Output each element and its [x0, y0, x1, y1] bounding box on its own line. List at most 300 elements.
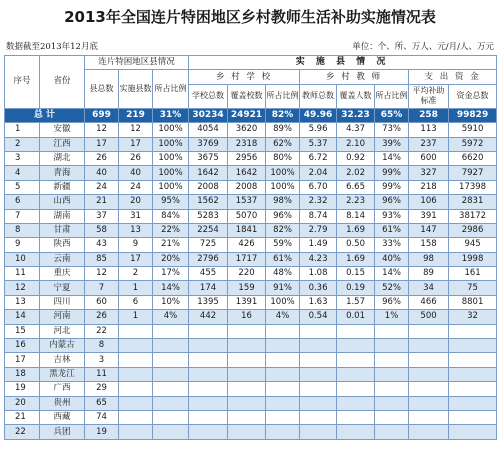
- data-cell: 60: [85, 295, 119, 309]
- province-cell: 黑龙江: [40, 367, 85, 381]
- data-cell: 2254: [189, 223, 228, 237]
- data-cell: [300, 410, 337, 424]
- header-avg-subsidy: 平均补助标准: [409, 84, 449, 108]
- header-funds: 支 出 资 金: [409, 70, 497, 84]
- data-cell: 80%: [266, 151, 300, 165]
- province-cell: 安徽: [40, 123, 85, 137]
- table-row: [5, 396, 497, 410]
- total-label: 总 计: [5, 108, 85, 122]
- data-cell: 32: [449, 310, 497, 324]
- data-cell: 17%: [153, 267, 189, 281]
- data-cell: 89: [409, 267, 449, 281]
- data-cell: 100%: [266, 166, 300, 180]
- data-cell: 1.49: [300, 238, 337, 252]
- data-cell: 100%: [153, 166, 189, 180]
- data-cell: 2.10: [337, 137, 375, 151]
- data-cell: 39%: [375, 137, 409, 151]
- header-teacher-covered: 覆盖人数: [337, 84, 375, 108]
- data-cell: 1.08: [300, 267, 337, 281]
- data-cell: 12: [119, 123, 153, 137]
- data-cell: 96%: [375, 295, 409, 309]
- table-row: [5, 238, 497, 252]
- data-cell: 2008: [189, 180, 228, 194]
- data-cell: 1%: [375, 310, 409, 324]
- province-cell: 河南: [40, 310, 85, 324]
- total-cell: 258: [409, 108, 449, 122]
- data-cell: [228, 324, 266, 338]
- header-fund-total: 资金总数: [449, 84, 497, 108]
- data-cell: [449, 382, 497, 396]
- data-cell: 100%: [266, 295, 300, 309]
- row-number: 9: [5, 238, 40, 252]
- data-cell: 5910: [449, 123, 497, 137]
- table-row: [5, 252, 497, 266]
- unit-note: 单位：个、所、万人、元/月/人、万元: [352, 42, 494, 52]
- data-cell: 2.32: [300, 195, 337, 209]
- province-cell: 云南: [40, 252, 85, 266]
- province-cell: 湖北: [40, 151, 85, 165]
- total-cell: 30234: [189, 108, 228, 122]
- data-cell: 218: [409, 180, 449, 194]
- data-cell: [375, 425, 409, 439]
- row-number: 18: [5, 367, 40, 381]
- total-row: [5, 108, 497, 122]
- data-cell: [153, 382, 189, 396]
- data-cell: [153, 396, 189, 410]
- data-cell: 4%: [153, 310, 189, 324]
- data-cell: [300, 367, 337, 381]
- data-cell: 98: [409, 252, 449, 266]
- row-number: 5: [5, 180, 40, 194]
- data-cell: [449, 396, 497, 410]
- table-row: [5, 425, 497, 439]
- data-cell: 37: [85, 209, 119, 223]
- row-number: 16: [5, 339, 40, 353]
- header-rural-teachers: 乡 村 教 师: [300, 70, 409, 84]
- data-cell: 61%: [266, 252, 300, 266]
- data-cell: 96%: [375, 195, 409, 209]
- total-cell: 99829: [449, 108, 497, 122]
- data-cell: [228, 353, 266, 367]
- subsidy-table: [4, 55, 497, 440]
- table-row: [5, 353, 497, 367]
- data-cell: 466: [409, 295, 449, 309]
- total-cell: 65%: [375, 108, 409, 122]
- total-cell: 699: [85, 108, 119, 122]
- data-cell: [153, 353, 189, 367]
- data-cell: 0.36: [300, 281, 337, 295]
- header-impl-counties: 实施县数: [119, 70, 153, 108]
- data-cell: 1642: [189, 166, 228, 180]
- data-cell: 10%: [153, 295, 189, 309]
- data-cell: 442: [189, 310, 228, 324]
- data-cell: 5972: [449, 137, 497, 151]
- data-cell: 1.63: [300, 295, 337, 309]
- data-cell: 2986: [449, 223, 497, 237]
- table-row: [5, 195, 497, 209]
- data-cell: 5070: [228, 209, 266, 223]
- total-cell: 219: [119, 108, 153, 122]
- row-number: 7: [5, 209, 40, 223]
- data-cell: 725: [189, 238, 228, 252]
- header-teacher-ratio: 所占比例: [375, 84, 409, 108]
- data-cell: 31: [119, 209, 153, 223]
- header-province: 省份: [40, 56, 85, 109]
- data-cell: 58: [85, 223, 119, 237]
- province-cell: 四川: [40, 295, 85, 309]
- header-rural-schools: 乡 村 学 校: [189, 70, 300, 84]
- data-cell: 95%: [153, 195, 189, 209]
- data-cell: 40: [119, 166, 153, 180]
- table-row: [5, 410, 497, 424]
- data-cell: 158: [409, 238, 449, 252]
- data-cell: 4.37: [337, 123, 375, 137]
- data-cell: 24: [85, 180, 119, 194]
- data-cell: [228, 339, 266, 353]
- data-cell: 3620: [228, 123, 266, 137]
- data-cell: 3: [85, 353, 119, 367]
- header-total-counties: 县总数: [85, 70, 119, 108]
- data-cell: 5283: [189, 209, 228, 223]
- province-cell: 山西: [40, 195, 85, 209]
- data-cell: 1642: [228, 166, 266, 180]
- data-cell: [375, 339, 409, 353]
- data-cell: [337, 324, 375, 338]
- data-cell: 1: [119, 310, 153, 324]
- data-cell: 38172: [449, 209, 497, 223]
- province-cell: 青海: [40, 166, 85, 180]
- data-cell: [409, 396, 449, 410]
- data-cell: 2831: [449, 195, 497, 209]
- province-cell: 兵团: [40, 425, 85, 439]
- data-cell: 33%: [375, 238, 409, 252]
- table-row: [5, 123, 497, 137]
- data-cell: 161: [449, 267, 497, 281]
- table-row: [5, 367, 497, 381]
- data-cell: [266, 367, 300, 381]
- data-cell: [409, 410, 449, 424]
- data-cell: 327: [409, 166, 449, 180]
- data-cell: 1841: [228, 223, 266, 237]
- data-cell: 100%: [153, 123, 189, 137]
- data-cell: [189, 396, 228, 410]
- data-cell: 2.04: [300, 166, 337, 180]
- table-row: [5, 223, 497, 237]
- table-row: [5, 209, 497, 223]
- data-cell: 91%: [266, 281, 300, 295]
- data-cell: 17: [119, 137, 153, 151]
- data-cell: 59%: [266, 238, 300, 252]
- data-cell: 89%: [266, 123, 300, 137]
- row-number: 13: [5, 295, 40, 309]
- row-number: 4: [5, 166, 40, 180]
- data-cell: [375, 410, 409, 424]
- data-cell: [119, 339, 153, 353]
- page-title: 2013年全国连片特困地区乡村教师生活补助实施情况表: [64, 8, 436, 26]
- data-cell: 26: [85, 151, 119, 165]
- table-body: [5, 108, 497, 439]
- data-cell: [409, 425, 449, 439]
- data-cell: 75: [449, 281, 497, 295]
- data-cell: 12: [85, 267, 119, 281]
- data-cell: 13: [119, 223, 153, 237]
- row-number: 12: [5, 281, 40, 295]
- data-cell: 237: [409, 137, 449, 151]
- province-cell: 吉林: [40, 353, 85, 367]
- data-cell: 14%: [375, 267, 409, 281]
- data-cell: 1.57: [337, 295, 375, 309]
- data-cell: 6620: [449, 151, 497, 165]
- data-cell: [119, 410, 153, 424]
- header-school-total: 学校总数: [189, 84, 228, 108]
- data-cell: 100%: [153, 137, 189, 151]
- data-cell: 24: [119, 180, 153, 194]
- data-cell: [189, 382, 228, 396]
- data-cell: [266, 382, 300, 396]
- data-cell: [228, 425, 266, 439]
- province-cell: 河北: [40, 324, 85, 338]
- province-cell: 湖南: [40, 209, 85, 223]
- data-cell: 17: [85, 137, 119, 151]
- data-cell: 147: [409, 223, 449, 237]
- data-cell: 1391: [228, 295, 266, 309]
- data-cell: 16: [228, 310, 266, 324]
- data-cell: 26: [85, 310, 119, 324]
- data-cell: 0.01: [337, 310, 375, 324]
- data-cell: 106: [409, 195, 449, 209]
- data-cell: 11: [85, 367, 119, 381]
- table-row: [5, 281, 497, 295]
- province-cell: 陕西: [40, 238, 85, 252]
- data-cell: [409, 367, 449, 381]
- data-cell: 22%: [153, 223, 189, 237]
- row-number: 21: [5, 410, 40, 424]
- data-cell: 61%: [375, 223, 409, 237]
- data-cell: [228, 367, 266, 381]
- table-row: [5, 267, 497, 281]
- data-cell: 3675: [189, 151, 228, 165]
- data-cell: 19: [85, 425, 119, 439]
- data-cell: 600: [409, 151, 449, 165]
- data-cell: 100%: [153, 151, 189, 165]
- data-cell: 113: [409, 123, 449, 137]
- data-cell: [266, 425, 300, 439]
- data-cell: [266, 410, 300, 424]
- table-row: [5, 339, 497, 353]
- data-cell: 96%: [266, 209, 300, 223]
- row-number: 22: [5, 425, 40, 439]
- data-cell: [266, 396, 300, 410]
- data-cell: 2.79: [300, 223, 337, 237]
- data-cell: 8.74: [300, 209, 337, 223]
- data-cell: 99%: [375, 166, 409, 180]
- data-cell: 62%: [266, 137, 300, 151]
- total-cell: 82%: [266, 108, 300, 122]
- data-cell: 4054: [189, 123, 228, 137]
- data-cell: 7: [85, 281, 119, 295]
- header-school-ratio: 所占比例: [266, 84, 300, 108]
- row-number: 1: [5, 123, 40, 137]
- row-number: 14: [5, 310, 40, 324]
- data-cell: 945: [449, 238, 497, 252]
- table-row: [5, 166, 497, 180]
- data-cell: [409, 353, 449, 367]
- data-cell: 100%: [266, 180, 300, 194]
- data-cell: 1717: [228, 252, 266, 266]
- data-cell: [337, 367, 375, 381]
- row-number: 3: [5, 151, 40, 165]
- data-cell: [337, 396, 375, 410]
- data-cell: [119, 324, 153, 338]
- data-cell: [189, 339, 228, 353]
- province-cell: 江西: [40, 137, 85, 151]
- data-cell: 500: [409, 310, 449, 324]
- data-cell: [337, 382, 375, 396]
- data-cell: 2318: [228, 137, 266, 151]
- data-cell: 14%: [375, 151, 409, 165]
- data-cell: 2: [119, 267, 153, 281]
- row-number: 17: [5, 353, 40, 367]
- data-cell: 2.02: [337, 166, 375, 180]
- data-cell: [375, 382, 409, 396]
- data-cell: 99%: [375, 180, 409, 194]
- data-cell: 2956: [228, 151, 266, 165]
- data-cell: 1.69: [337, 252, 375, 266]
- data-cell: [375, 396, 409, 410]
- data-cell: 1.69: [337, 223, 375, 237]
- data-cell: 12: [85, 123, 119, 137]
- data-cell: 1537: [228, 195, 266, 209]
- data-cell: [337, 353, 375, 367]
- row-number: 20: [5, 396, 40, 410]
- data-cell: 100%: [153, 180, 189, 194]
- data-cell: 29: [85, 382, 119, 396]
- data-cell: 174: [189, 281, 228, 295]
- data-cell: [266, 353, 300, 367]
- province-cell: 内蒙古: [40, 339, 85, 353]
- data-cell: [449, 367, 497, 381]
- data-cell: [300, 396, 337, 410]
- data-cell: 8.14: [337, 209, 375, 223]
- data-cell: 34: [409, 281, 449, 295]
- province-cell: 贵州: [40, 396, 85, 410]
- data-cell: [189, 353, 228, 367]
- data-cell: 17: [119, 252, 153, 266]
- data-cell: [189, 425, 228, 439]
- data-cell: 4%: [266, 310, 300, 324]
- data-cell: 0.15: [337, 267, 375, 281]
- data-cell: 5.37: [300, 137, 337, 151]
- total-cell: 49.96: [300, 108, 337, 122]
- data-cell: [449, 410, 497, 424]
- province-cell: 广西: [40, 382, 85, 396]
- data-cell: [228, 396, 266, 410]
- data-cell: 426: [228, 238, 266, 252]
- data-cell: 21: [85, 195, 119, 209]
- data-cell: [119, 396, 153, 410]
- data-cell: 21%: [153, 238, 189, 252]
- data-cell: [153, 367, 189, 381]
- data-cell: [337, 425, 375, 439]
- row-number: 6: [5, 195, 40, 209]
- data-cell: [119, 353, 153, 367]
- data-cell: [409, 339, 449, 353]
- data-cell: 84%: [153, 209, 189, 223]
- data-cell: 0.54: [300, 310, 337, 324]
- data-cell: [228, 382, 266, 396]
- total-cell: 31%: [153, 108, 189, 122]
- table-row: [5, 310, 497, 324]
- table-row: [5, 324, 497, 338]
- table-row: [5, 180, 497, 194]
- data-cell: 74: [85, 410, 119, 424]
- data-cell: 26: [119, 151, 153, 165]
- data-cell: 8: [85, 339, 119, 353]
- data-cell: 455: [189, 267, 228, 281]
- data-cell: 0.50: [337, 238, 375, 252]
- data-cell: 85: [85, 252, 119, 266]
- row-number: 10: [5, 252, 40, 266]
- data-cell: 2.23: [337, 195, 375, 209]
- data-cell: 4.23: [300, 252, 337, 266]
- province-cell: 甘肃: [40, 223, 85, 237]
- data-cell: [119, 382, 153, 396]
- row-number: 2: [5, 137, 40, 151]
- data-cell: [189, 367, 228, 381]
- header-teacher-total: 教师总数: [300, 84, 337, 108]
- data-cell: 1998: [449, 252, 497, 266]
- data-cell: 8801: [449, 295, 497, 309]
- data-cell: [153, 324, 189, 338]
- data-cell: 98%: [266, 195, 300, 209]
- data-cell: [119, 425, 153, 439]
- data-cell: [375, 367, 409, 381]
- data-cell: [300, 353, 337, 367]
- data-cell: 0.92: [337, 151, 375, 165]
- data-cell: [449, 353, 497, 367]
- data-cell: [300, 324, 337, 338]
- data-cell: 73%: [375, 123, 409, 137]
- header-impl-group: 实 施 县 情 况: [189, 56, 497, 70]
- data-cell: 6.70: [300, 180, 337, 194]
- data-cell: 391: [409, 209, 449, 223]
- data-cell: 43: [85, 238, 119, 252]
- province-cell: 宁夏: [40, 281, 85, 295]
- data-cell: 40%: [375, 252, 409, 266]
- row-number: 8: [5, 223, 40, 237]
- data-cell: [300, 339, 337, 353]
- data-cell: [266, 324, 300, 338]
- data-cell: 20: [119, 195, 153, 209]
- data-cell: 1562: [189, 195, 228, 209]
- data-cell: 20%: [153, 252, 189, 266]
- data-cell: [153, 425, 189, 439]
- header-ratio: 所占比例: [153, 70, 189, 108]
- data-cell: [449, 425, 497, 439]
- province-cell: 西藏: [40, 410, 85, 424]
- data-cell: 48%: [266, 267, 300, 281]
- data-cell: [153, 339, 189, 353]
- data-cell: [153, 410, 189, 424]
- data-cell: 2796: [189, 252, 228, 266]
- data-cell: 7927: [449, 166, 497, 180]
- row-number: 15: [5, 324, 40, 338]
- row-number: 19: [5, 382, 40, 396]
- data-cell: [119, 367, 153, 381]
- data-cell: [189, 410, 228, 424]
- data-cell: 9: [119, 238, 153, 252]
- data-cell: [409, 324, 449, 338]
